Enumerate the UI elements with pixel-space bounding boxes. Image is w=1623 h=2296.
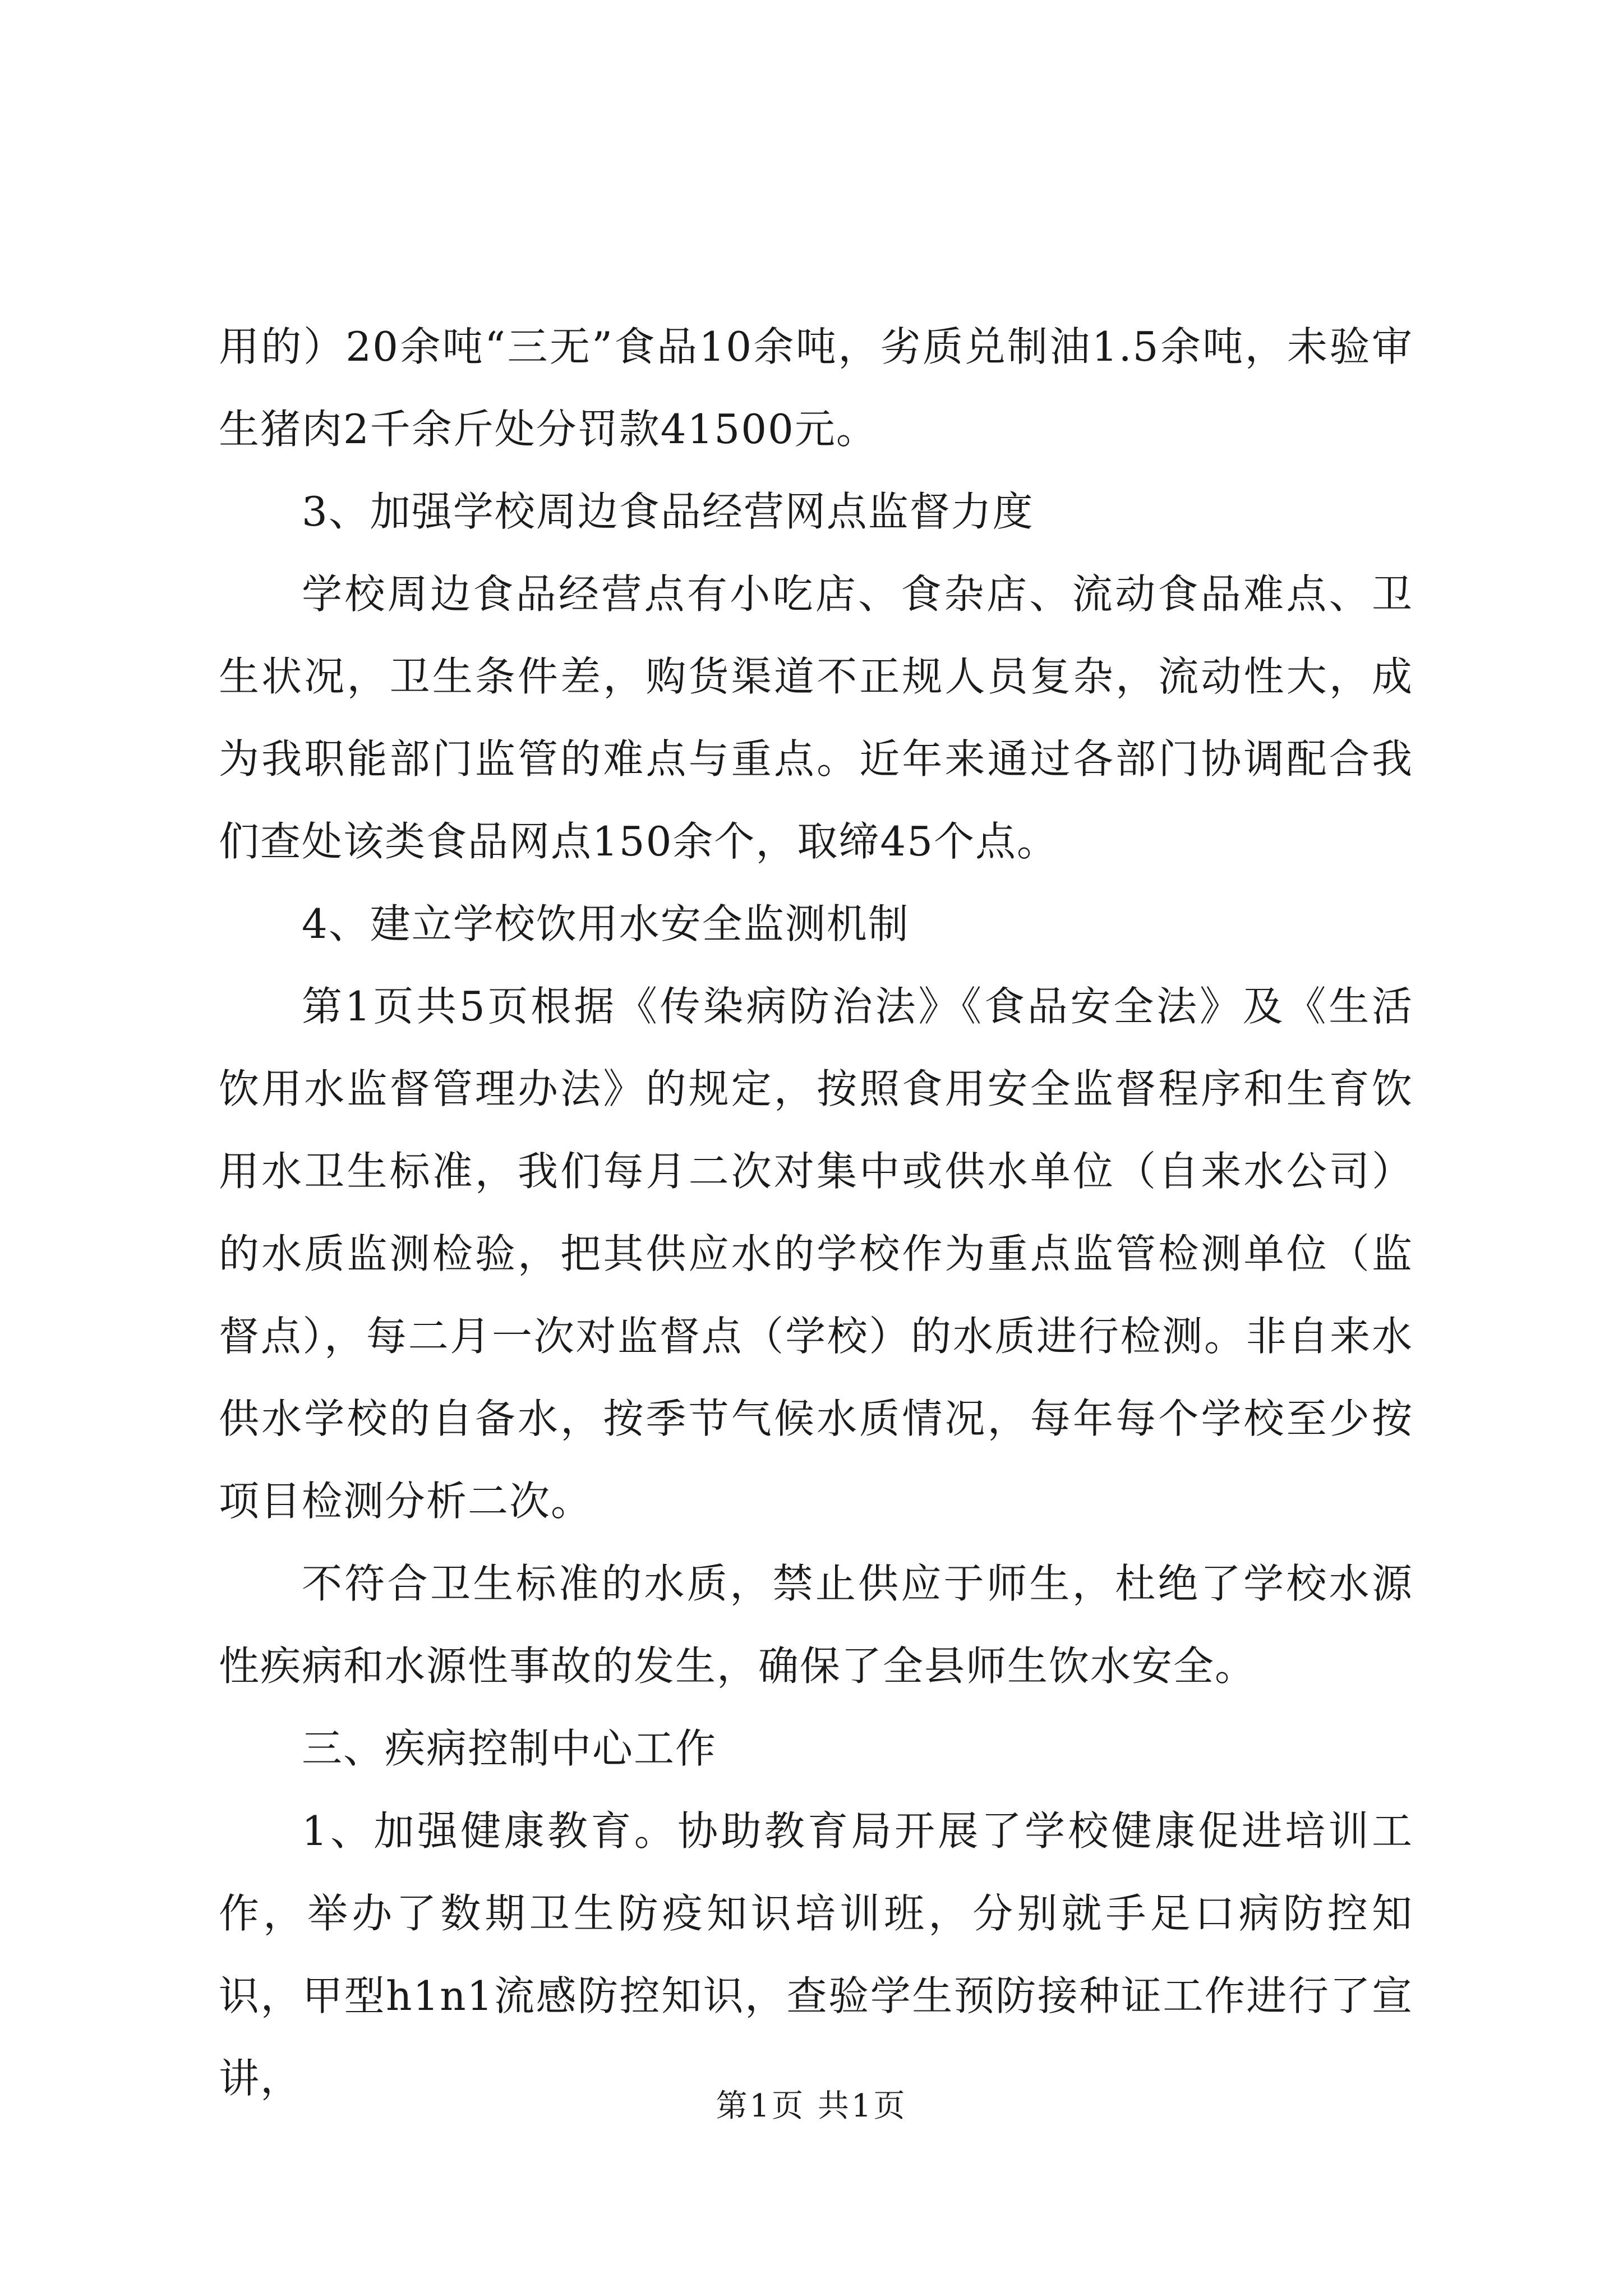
paragraph-health-education: 1、加强健康教育。协助教育局开展了学校健康促进培训工作，举办了数期卫生防疫知识培训班，分别就手足口病防控知识，甲型h1n1流感防控知识，查验学生预防接种证工作进行了宣讲， xyxy=(219,1807,1413,2102)
document-body xyxy=(219,306,1413,2120)
paragraph-continuation: 用的）20余吨“三无”食品10余吨，劣质兑制油1.5余吨，未验审生猪肉2千余斤处分罚款41500元。 xyxy=(219,323,1413,453)
paragraph-water-standard: 不符合卫生标准的水质，禁止供应于师生，杜绝了学校水源性疾病和水源性事故的发生，确保了全县师生饮水安全。 xyxy=(219,1560,1413,1690)
heading-disease-control: 三、疾病控制中心工作 xyxy=(302,1725,717,1772)
paragraph-school-surroundings: 学校周边食品经营点有小吃店、食杂店、流动食品难点、卫生状况，卫生条件差，购货渠道不正规人员复杂，流动性大，成为我职能部门监管的难点与重点。近年来通过各部门协调配合我们查处该类食品网点150余个，取缔45个点。 xyxy=(219,570,1413,865)
heading-school-surroundings: 3、加强学校周边食品经营网点监督力度 xyxy=(302,488,1034,535)
page-footer: 第1页 共1页 xyxy=(716,2088,907,2124)
paragraph-water-safety: 第1页共5页根据《传染病防治法》《食品安全法》及《生活饮用水监督管理办法》的规定，按照食用安全监督程序和生育饮用水卫生标准，我们每月二次对集中或供水单位（自来水公司）的水质监测检验，把其供应水的学校作为重点监管检测单位（监督点），每二月一次对监督点（学校）的水质进行检测。非自来水供水学校的自备水，按季节气候水质情况，每年每个学校至少按项目检测分析二次。 xyxy=(219,983,1413,1525)
heading-water-safety: 4、建立学校饮用水安全监测机制 xyxy=(302,900,910,947)
